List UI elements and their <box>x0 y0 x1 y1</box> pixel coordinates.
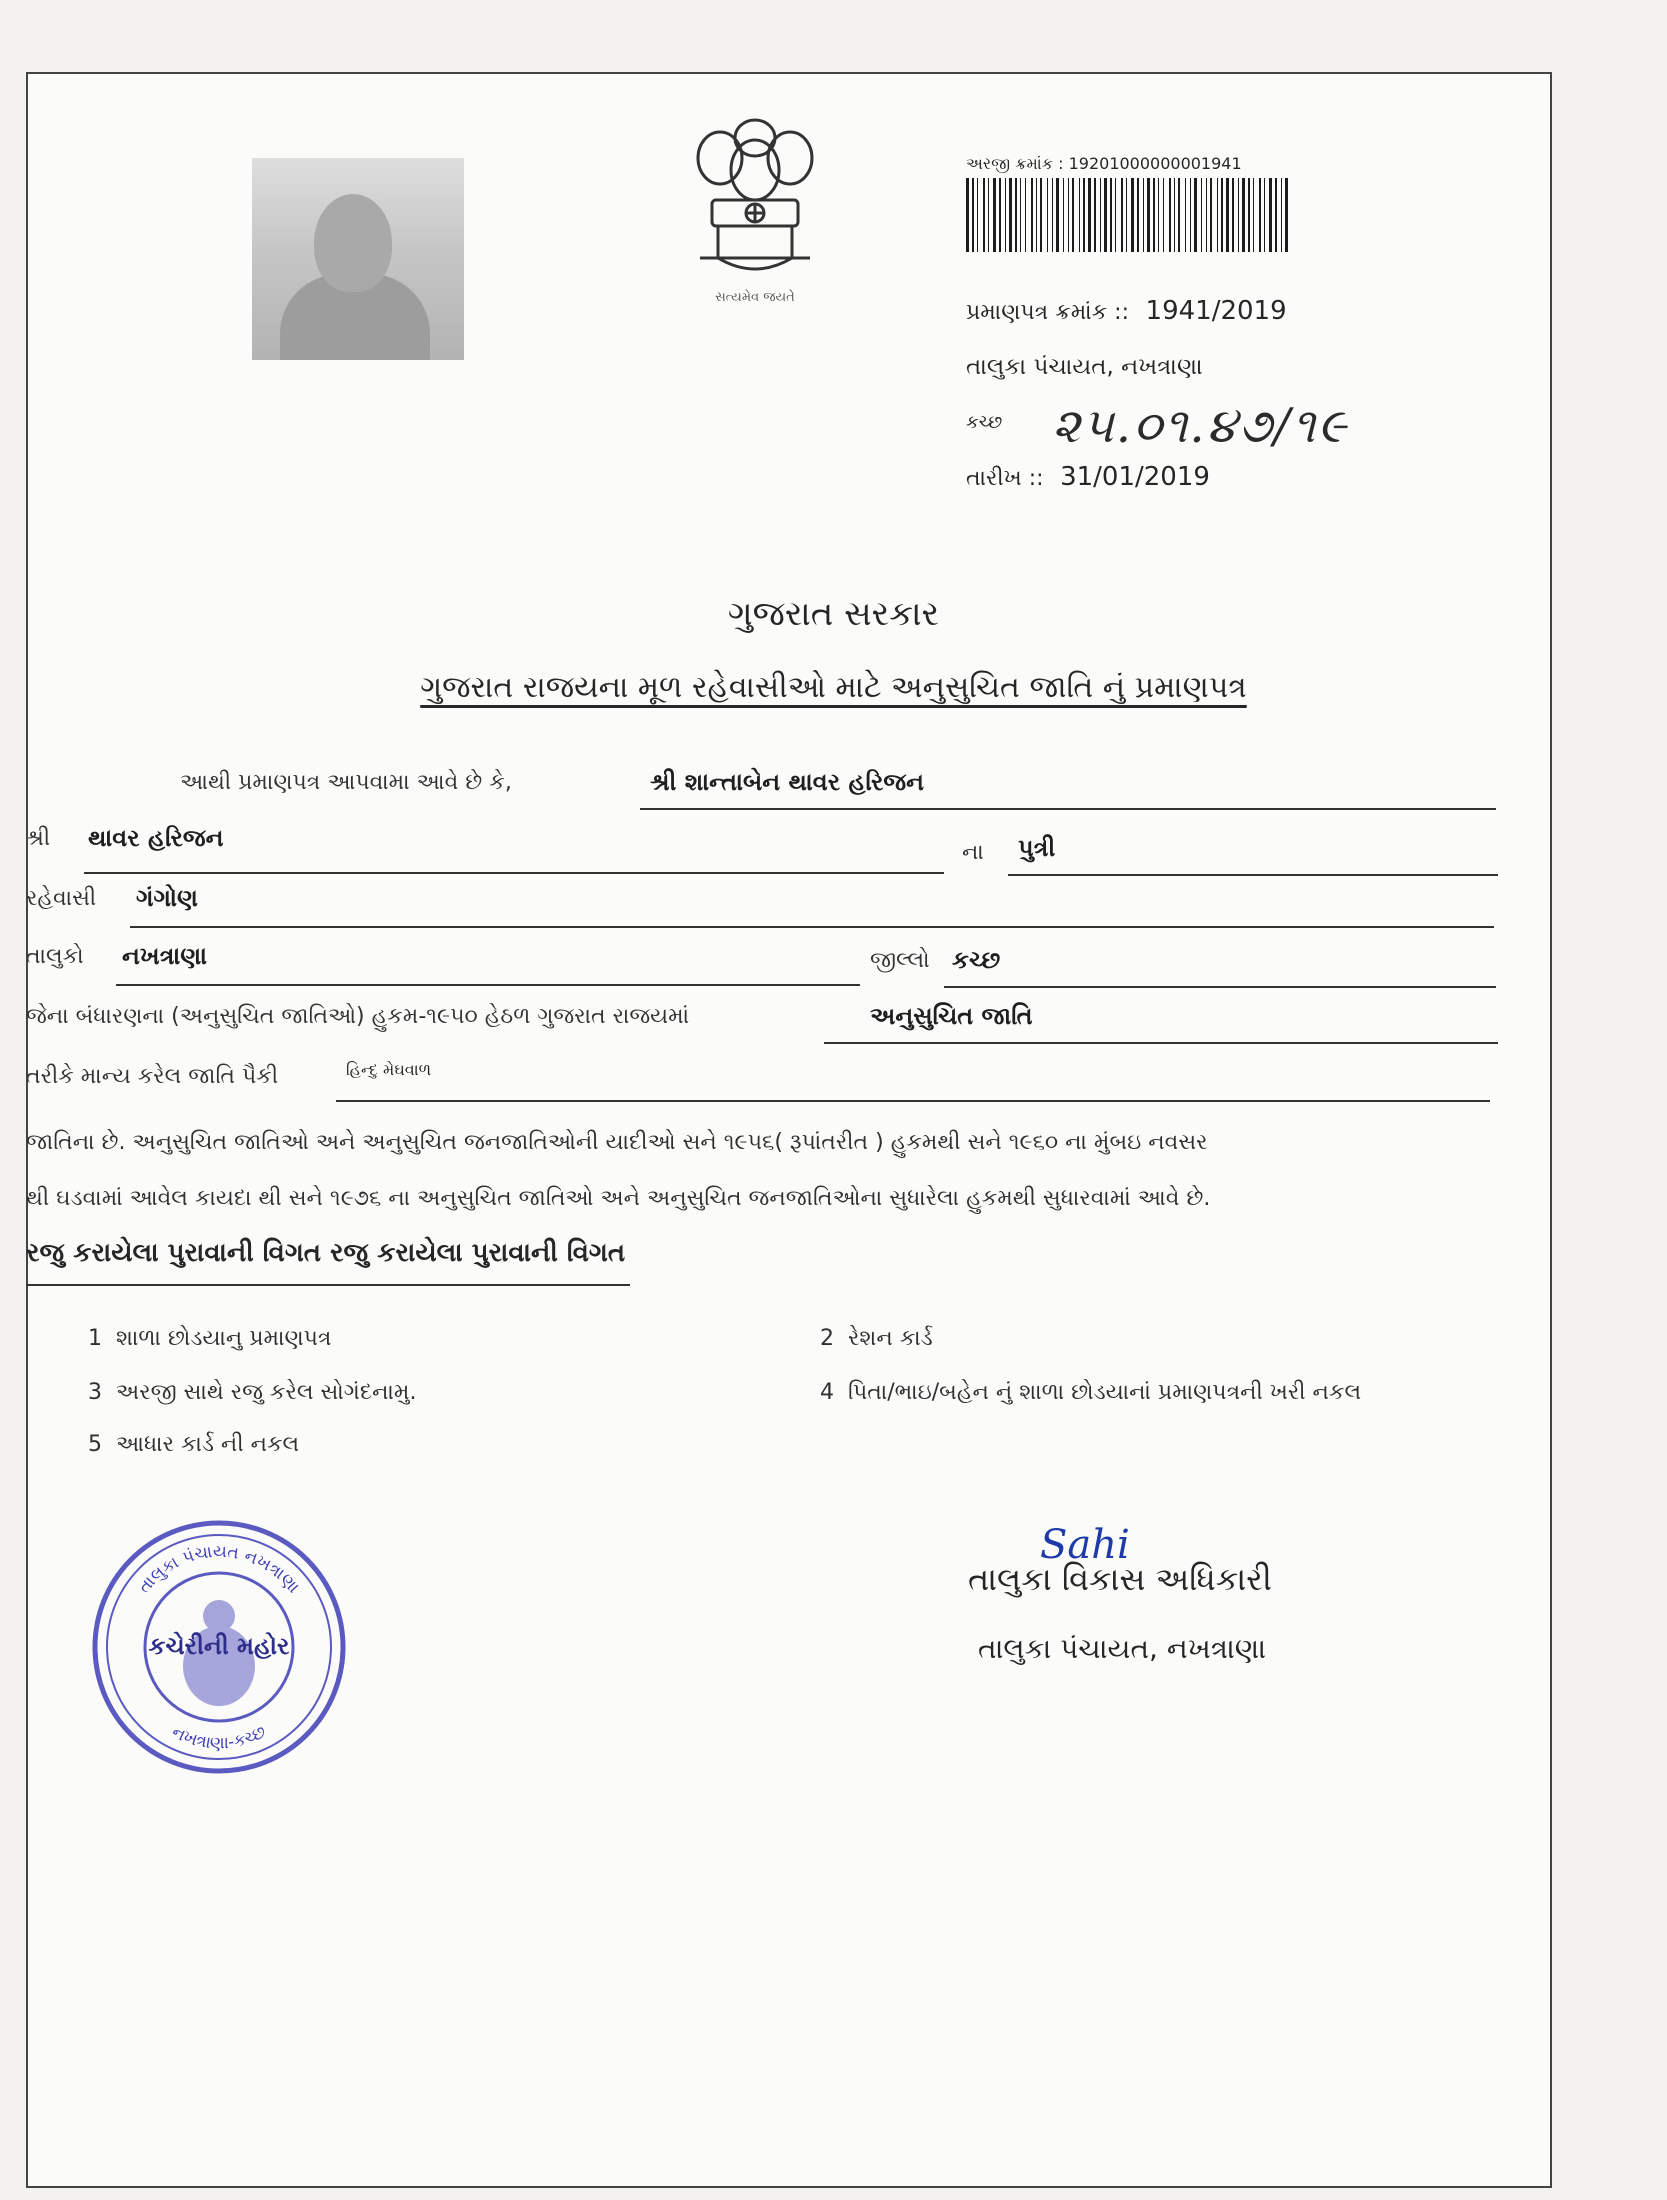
officer-title: તાલુકા વિકાસ અધિકારી <box>968 1560 1272 1598</box>
handwritten-prefix: કચ્છ <box>966 412 1003 433</box>
evidence-item-2: 2 રેશન કાર્ડ <box>820 1326 933 1351</box>
svg-text:નખત્રાણા-કચ્છ: નખત્રાણા-કચ્છ <box>168 1722 270 1754</box>
issue-date: તારીખ :: 31/01/2019 <box>966 462 1210 492</box>
father-name-line <box>84 872 944 874</box>
government-title: ગુજરાત સરકાર <box>727 594 940 634</box>
paragraph-line-2: થી ઘડવામાં આવેલ કાયદા થી સને ૧૯૭૬ ના અનુસુચિત જાતિઓ અને અનુસુચિત જનજાતિઓના સુધારેલા હુકમથી સુધારવામાં આવે છે. <box>26 1186 1211 1211</box>
national-emblem-icon <box>690 108 820 288</box>
father-name: થાવર હરિજન <box>88 824 224 852</box>
district-label: જીલ્લો <box>870 948 930 973</box>
of-label: ના <box>962 840 984 865</box>
relation-line <box>1008 874 1498 876</box>
issuer-line: તાલુકા પંચાયત, નખત્રાણા <box>966 354 1203 380</box>
taluka: નખત્રાણા <box>122 942 208 970</box>
evidence-item-4: 4 પિતા/ભાઇ/બહેન નું શાળા છોડયાનાં પ્રમાણપત્રની ખરી નકલ <box>820 1380 1362 1405</box>
barcode <box>966 178 1288 252</box>
seal-center-text: કચેરીની મહોર <box>148 1632 290 1660</box>
caste: હિન્દુ મેઘવાળ <box>346 1060 432 1079</box>
district: કચ્છ <box>952 946 1001 974</box>
evidence-heading-underline <box>26 1284 630 1286</box>
evidence-item-5: 5 આધાર કાર્ડ ની નકલ <box>88 1432 300 1457</box>
applicant-photo <box>252 158 464 360</box>
emblem-caption: સત્યમેવ જયતે <box>715 290 795 305</box>
taluka-label: તાલુકો <box>26 944 84 969</box>
category-line <box>824 1042 1498 1044</box>
intro-label: આથી પ્રમાણપત્ર આપવામા આવે છે કે, <box>180 770 512 795</box>
caste-label: તરીકે માન્ય કરેલ જાતિ પૈકી <box>26 1064 279 1089</box>
evidence-item-3: 3 અરજી સાથે રજુ કરેલ સોગંદનામુ. <box>88 1380 417 1405</box>
shri-label: શ્રી <box>26 826 51 851</box>
district-line <box>944 986 1496 988</box>
officer-office: તાલુકા પંચાયત, નખત્રાણા <box>978 1632 1267 1665</box>
evidence-item-1: 1 શાળા છોડયાનુ પ્રમાણપત્ર <box>88 1326 332 1351</box>
office-seal <box>88 1516 350 1778</box>
evidence-heading: રજુ કરાયેલા પુરાવાની વિગત રજુ કરાયેલા પુરાવાની વિગત <box>26 1238 626 1268</box>
application-number: અરજી ક્રમાંક : 19201000000001941 <box>966 154 1242 173</box>
signature: Sahi <box>1040 1522 1130 1568</box>
certificate-title: ગુજરાત રાજયના મૂળ રહેવાસીઓ માટે અનુસુચિત જાતિ નું પ્રમાણપત્ર <box>420 670 1247 705</box>
taluka-line <box>116 984 860 986</box>
resident-label: રહેવાસી <box>26 886 97 911</box>
caste-line <box>336 1100 1490 1102</box>
category: અનુસુચિત જાતિ <box>870 1002 1033 1030</box>
certificate-number: પ્રમાણપત્ર ક્રમાંક :: 1941/2019 <box>966 296 1287 326</box>
holder-name-line <box>640 808 1496 810</box>
holder-name: શ્રી શાન્તાબેન થાવર હરિજન <box>650 768 924 796</box>
village-line <box>130 926 1494 928</box>
village: ગંગોણ <box>136 884 198 912</box>
paragraph-line-1: જાતિના છે. અનુસુચિત જાતિઓ અને અનુસુચિત જનજાતિઓની યાદીઓ સને ૧૯૫૬( રૂપાંતરીત ) હુકમથી સને ૧૯૬૦ ના મુંબઇ નવસર <box>26 1130 1208 1155</box>
order-label: જેના બંધારણના (અનુસુચિત જાતિઓ) હુકમ-૧૯૫૦ હેઠળ ગુજરાત રાજયમાં <box>26 1004 690 1029</box>
relation: પુત્રી <box>1018 834 1056 862</box>
handwritten-reference: ૨૫.૦૧.૪૭/૧૯ <box>1052 398 1348 454</box>
svg-text:તાલુકા પંચાયત નખત્રાણા: તાલુકા પંચાયત નખત્રાણા <box>134 1541 304 1598</box>
